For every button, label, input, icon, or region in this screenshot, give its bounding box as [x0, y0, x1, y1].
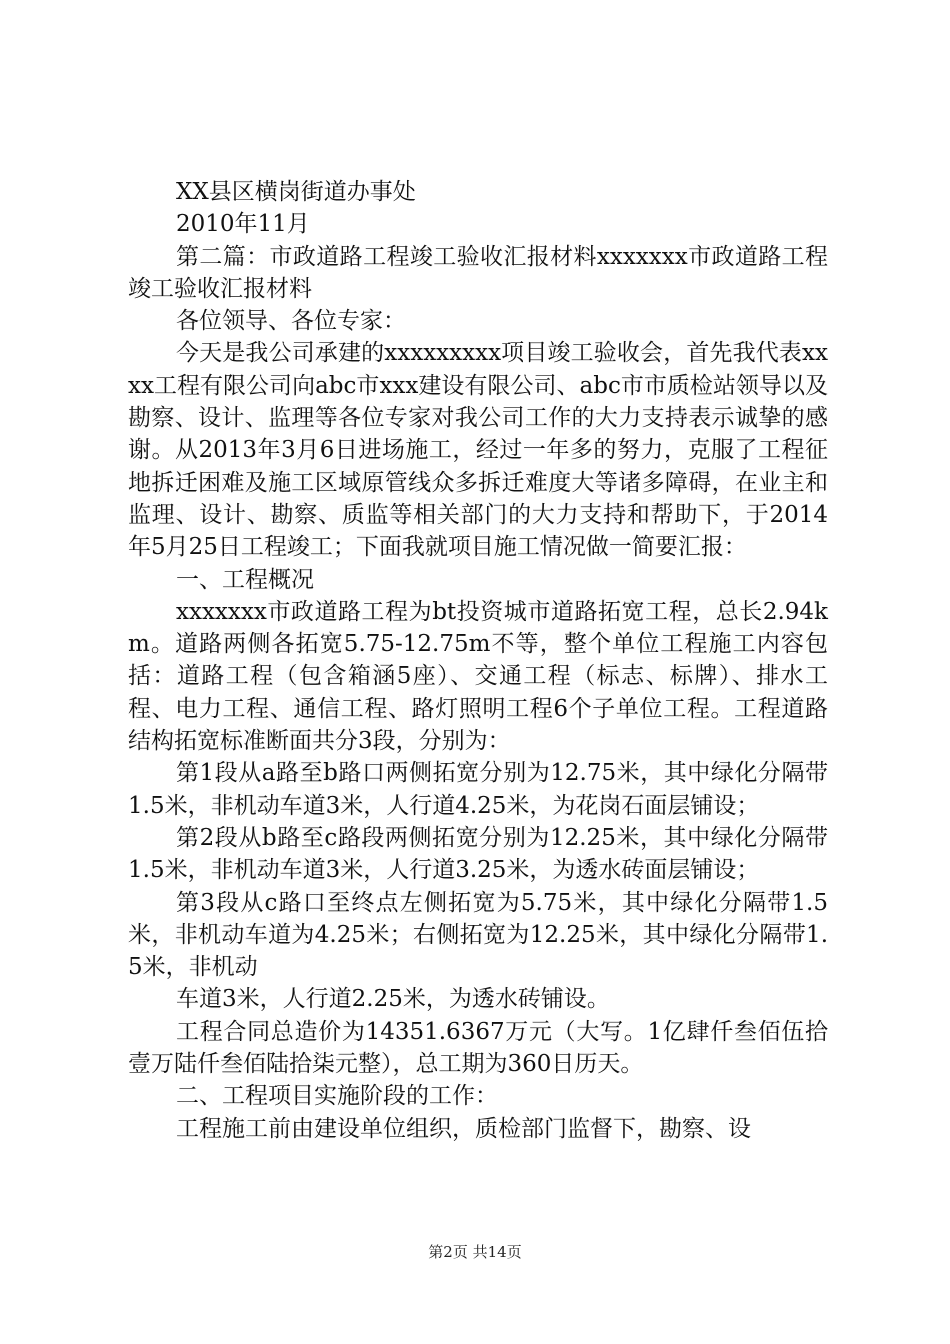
date-line: 2010年11月 [176, 211, 310, 238]
paragraph: xxxxxxx市政道路工程为bt投资城市道路拓宽工程，总长2.94km。道路两侧各拓宽5.75-12.75m不等，整个单位工程施工内容包括：道路工程（包含箱涵5座）、交通工程（标志、标牌）、排水工程、电力工程、通信工程、路灯照明工程6个子单位工程。工程道路结构拓宽标准断面共分3段，分别为： [128, 598, 828, 755]
heading-project-overview: 一、工程概况 [176, 566, 314, 593]
paragraph: 第1段从a路至b路口两侧拓宽分别为12.75米，其中绿化分隔带1.5米，非机动车道3米，人行道4.25米，为花岗石面层铺设； [128, 760, 828, 819]
issuer-line: XX县区横岗街道办事处 [176, 179, 416, 205]
page-number: 第2页 共14页 [428, 1243, 522, 1261]
paragraph: 第2段从b路至c路段两侧拓宽分别为12.25米，其中绿化分隔带1.5米，非机动车道3米，人行道3.25米，为透水砖面层铺设； [128, 824, 828, 884]
paragraph: 工程合同总造价为14351.6367万元（大写。1亿肆仟叁佰伍拾壹万陆仟叁佰陆拾柒元整），总工期为360日历天。 [128, 1018, 828, 1078]
heading-implementation: 二、工程项目实施阶段的工作： [176, 1083, 498, 1110]
section-title: 第二篇：市政道路工程竣工验收汇报材料xxxxxxx市政道路工程竣工验收汇报材料 [128, 243, 828, 302]
paragraph: 车道3米，人行道2.25米，为透水砖铺设。 [176, 986, 610, 1013]
salutation: 各位领导、各位专家： [176, 308, 406, 335]
paragraph: 今天是我公司承建的xxxxxxxxx项目竣工验收会，首先我代表xxxx工程有限公司向abc市xxx建设有限公司、abc市市质检站领导以及勘察、设计、监理等各位专家对我公司工作的大力支持表示诚挚的感谢。从2013年3月6日进场施工，经过一年多的努力，克服了工程征地拆迁困难及施工区域原管线众多拆迁难度大等诸多障碍，在业主和监理、设计、勘察、质监等相关部门的大力支持和帮助下，于2014年5月25日工程竣工；下面我就项目施工情况做一简要汇报： [128, 340, 828, 561]
paragraph: 第3段从c路口至终点左侧拓宽为5.75米，其中绿化分隔带1.5米，非机动车道为4.25米；右侧拓宽为12.25米，其中绿化分隔带1.5米，非机动 [128, 889, 828, 981]
paragraph: 工程施工前由建设单位组织，质检部门监督下，勘察、设 [176, 1115, 751, 1142]
document-body [128, 176, 828, 1145]
